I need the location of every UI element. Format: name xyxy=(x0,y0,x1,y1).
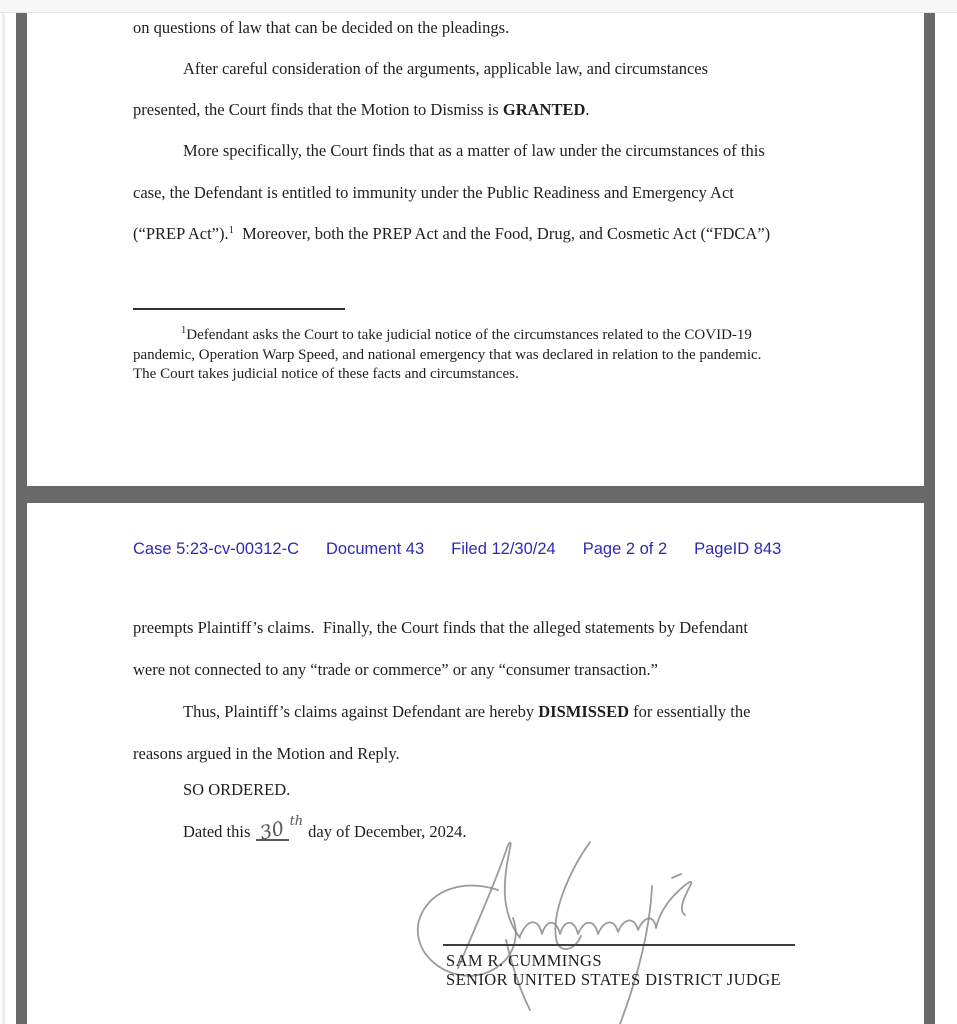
footnote-line: pandemic, Operation Warp Speed, and national emergency that was declared in relation to the pandemic. xyxy=(133,347,762,363)
body-line: reasons argued in the Motion and Reply. xyxy=(133,744,400,763)
dismissed-emphasis: DISMISSED xyxy=(538,702,630,721)
footnote-rule xyxy=(133,308,345,310)
body-line: After careful consideration of the arguments, applicable law, and circumstances xyxy=(183,59,709,78)
body-line: case, the Defendant is entitled to immunity under the Public Readiness and Emergency Act xyxy=(133,183,734,202)
handwritten-day: 30 xyxy=(258,817,287,845)
viewer-top-strip xyxy=(0,0,957,13)
body-line: (“PREP Act”).$^1$ Moreover, both the PREP Act and the Food, Drug, and Cosmetic Act (“FDCA”) xyxy=(133,224,771,243)
footnote-line: $^1$Defendant asks the Court to take judicial notice of the circumstances related to the COVID-19 xyxy=(181,325,752,343)
page-right-edge-bar xyxy=(924,13,935,1024)
handwritten-day-underline xyxy=(256,817,288,845)
pageid-link[interactable]: PageID 843 xyxy=(694,540,782,558)
judge-signature-image xyxy=(400,838,900,1024)
granted-emphasis: GRANTED xyxy=(502,100,586,119)
dated-line: Dated this 30 $^{th}$day of December, 2024. xyxy=(183,814,467,845)
judge-name: SAM R. CUMMINGS xyxy=(446,951,602,970)
body-line: were not connected to any “trade or commerce” or any “consumer transaction.” xyxy=(133,660,659,679)
case-number-link[interactable]: Case 5:23-cv-00312-C xyxy=(133,540,299,558)
scroll-track-sliver xyxy=(2,13,5,1024)
footnote-line: The Court takes judicial notice of these facts and circumstances. xyxy=(133,366,519,382)
footnote-number: 1 xyxy=(181,325,187,336)
footnote-marker: 1 xyxy=(228,225,234,236)
judge-title: SENIOR UNITED STATES DISTRICT JUDGE xyxy=(446,970,782,989)
body-line: Thus, Plaintiff’s claims against Defendant are hereby DISMISSED for essentially the xyxy=(183,702,751,721)
document-number-link[interactable]: Document 43 xyxy=(326,540,425,558)
body-line: presented, the Court finds that the Motion to Dismiss is GRANTED. xyxy=(133,100,590,119)
page-gap-bar xyxy=(16,486,935,503)
so-ordered-line: SO ORDERED. xyxy=(183,780,291,799)
body-line: preempts Plaintiff’s claims. Finally, the Court finds that the alleged statements by Defendant xyxy=(133,618,748,637)
body-line: More specifically, the Court finds that as a matter of law under the circumstances of this xyxy=(183,141,765,160)
page-count-link[interactable]: Page 2 of 2 xyxy=(582,540,668,558)
page-left-edge-bar xyxy=(16,13,27,1024)
ecf-stamp-header xyxy=(133,540,823,559)
filed-date-link[interactable]: Filed 12/30/24 xyxy=(451,540,556,558)
body-line: on questions of law that can be decided on the pleadings. xyxy=(133,18,510,37)
signature-rule xyxy=(443,944,795,946)
handwritten-day-suffix: th xyxy=(289,814,304,829)
